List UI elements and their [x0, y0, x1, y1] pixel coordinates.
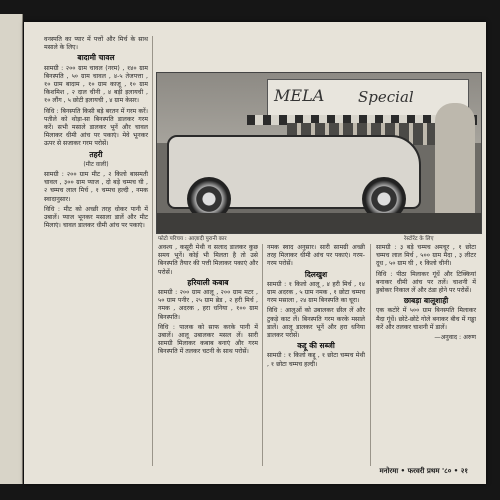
- col4-text-c: एक कटोरे में ५०० ग्राम बिनस्पति मिलाकर मैदा गूंधें। छोटे-छोटे गोले बनाकर बीच में गड्ढा करें और तलकर चाशनी में डालें।: [376, 307, 476, 331]
- kebab-ingredients: सामग्री : २०० ग्राम आलू , २०० ग्राम मटर , ५० ग्राम पनीर , २५ ग्राम ब्रेड , २ हरी मिर्च , नमक , अदरक , हरा धनिया , १०० ग्राम बिनस्पति।: [158, 289, 258, 321]
- kaddu-ingredients: सामग्री : १ किलो कद्दू , १ छोटा चम्मच मेथी , १ छोटा चम्मच हल्दी।: [267, 352, 365, 368]
- column-rule-1: [152, 36, 153, 466]
- col3-text-a: नमक स्वाद अनुसार। सारी सामग्री अच्छी तरह मिलाकर धीमी आंच पर पकाएं। गरम-गरम परोसें।: [267, 244, 365, 268]
- tahiri-title: तहरी: [89, 149, 103, 159]
- col4-text-b: विधि : पीठा मिलाकर गूंधें और टिक्कियां बनाकर धीमी आंच पर तलें। चाशनी में डुबोकर निकाल लें और ठंडा होने पर परोसें।: [376, 270, 476, 295]
- banner-text-special: Special: [358, 88, 414, 106]
- pulao-ingredients: सामग्री : २०० ग्राम चावल (नरम) , १४० ग्राम बिनस्पति , ५० ग्राम चावल , ४-५ तेजपत्ता , १० ग्राम बादाम , १० ग्राम काजू , १० ग्राम किशमिश , २ दाल चीनी , ४ बड़ी इलायची , १० लौंग , ५ छोटी इलायची , ४ ग्राम केसर।: [44, 64, 148, 105]
- column-1: [44, 36, 148, 232]
- col2-text-a: अवश्य , कसूरी मेथी व सलाद डालकर कुछ समय भूनें। कोई भी मिलता है तो उसे बिनस्पति तैयार की पत्ती मिलाकर पकाएं और परोसें।: [158, 244, 258, 276]
- dilkhush-ingredients: सामग्री : १ किलो आलू , ४ हरी मिर्च , १४ ग्राम अदरक , ५ ग्राम नमक , १ छोटा चम्मच गरम मसाला , २४ ग्राम बिनस्पति का चूरा।: [267, 280, 365, 305]
- balushahi-title: छाबड़ा बालूशाही: [403, 296, 449, 306]
- photo-caption-right: रेस्टोरेंट के लिए: [404, 236, 434, 242]
- vintage-car-photo: [156, 72, 482, 234]
- col4-text-a: सामग्री : ३ बड़े चम्मच अमचूर , १ छोटा चम्मच लाल मिर्च , ५०० ग्राम मैदा , ३ लीटर दूध , ५० ग्राम घी , १ किलो चीनी।: [376, 244, 476, 268]
- kebab-title: हरियाली कबाब: [187, 277, 229, 287]
- pulao-title: बादामी चावल: [77, 53, 115, 63]
- tahiri-method: विधि : मीट को अच्छी तरह धोकर पानी में उबालें। प्याज भूनकर मसाला डालें और मीट मिलाएं। चावल डालकर धीमी आंच पर पकाएं।: [44, 205, 148, 230]
- tahiri-ingredients: सामग्री : २०० ग्राम मीट , २ किलो बासमती चावल , ३०० ग्राम प्याज , दो बड़े चम्मच घी , २ चम्मच लाल मिर्च , १ चम्मच हल्दी , नमक स्वादानुसार।: [44, 171, 148, 203]
- tahiri-subtitle: (मीट वाली): [83, 160, 109, 168]
- banner-text-mela: MELA: [274, 86, 325, 105]
- magazine-page: [24, 22, 486, 484]
- left-page-edge: [0, 14, 23, 484]
- translator-credit: —अनुवाद : अरुण: [434, 334, 476, 342]
- column-rule-3: [370, 244, 371, 466]
- page-footer: मनोरमा • फरवरी प्रथम '८० • २१: [379, 467, 468, 475]
- crowd-foreground: [157, 213, 481, 233]
- pulao-method: विधि : बिनस्पति किसी बड़े बरतन में गरम करें। पतीले को थोड़ा-सा बिनस्पति डालकर गरम करें। सभी मसाले डालकर भूनें और चावल मिलाकर धीमी आंच पर पकाएं। मेवे भूनकर ऊपर से सजाकर गरम परोसें।: [44, 107, 148, 148]
- kebab-method: विधि : पालक को साफ करके पानी में उबालें। आलू उबालकर मसल लें। सारी सामग्री मिलाकर कबाब बनाएं और गरम बिनस्पति में तलकर चटनी के साथ परोसें।: [158, 323, 258, 356]
- dilkhush-title: दिलखुश: [304, 269, 328, 279]
- dilkhush-method: विधि : आलुओं को उबालकर छील लें और टुकड़े काट लें। बिनस्पति गरम करके मसाले डालें। आलू डालकर भूनें और हरा धनिया डालकर परोसें।: [267, 307, 365, 340]
- column-rule-2: [262, 244, 263, 466]
- intro-text: वनस्पति का प्यार में पत्तों और मिर्च के साथ मसाले के लिए।: [44, 36, 148, 52]
- kaddu-title: कद्दू की सब्जी: [297, 341, 335, 351]
- standing-figure: [435, 103, 475, 223]
- column-4: [376, 244, 476, 344]
- column-3: [267, 244, 365, 371]
- column-2: [158, 244, 258, 359]
- photo-caption-left: फोटो परिचय : आज़ादी पुरानी कार: [158, 236, 227, 242]
